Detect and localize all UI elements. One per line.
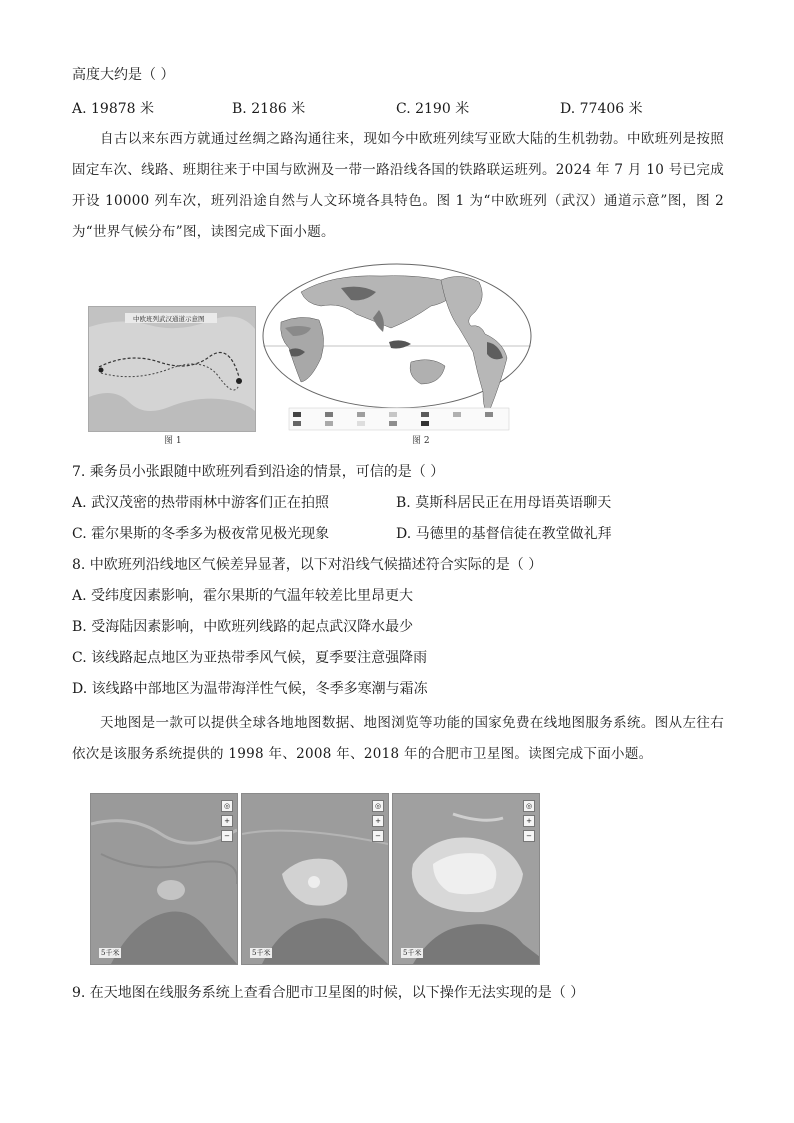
q7-stem: 7. 乘务员小张跟随中欧班列看到沿途的情景，可信的是（ ）: [72, 464, 445, 480]
map-controls-1998: [221, 800, 231, 845]
q6-option-a[interactable]: A. 19878 米: [72, 101, 154, 117]
q7-option-d[interactable]: D. 马德里的基督信徒在教堂做礼拜: [396, 526, 612, 542]
satellite-graphic-2008: [242, 794, 388, 964]
satellite-image-1998: [90, 793, 238, 965]
satellite-image-2008: [241, 793, 389, 965]
passage-silk-road: 自古以来东西方就通过丝绸之路沟通往来，现如今中欧班列续写亚欧大陆的生机勃勃。中欧班列是按照固定车次、线路、班期往来于中国与欧洲及一带一路沿线各国的铁路联运班列。2024 年 7 月 10 号已完成开设 10000 列车次，班列沿途自然与人文环境各具特色。图 1 为“中欧班列（武汉）通道示意”图，图 2 为“世界气候分布”图，读图完成下面小题。: [72, 131, 724, 240]
scale-bar-2018: 5千米: [403, 949, 422, 957]
q7-option-b[interactable]: B. 莫斯科居民正在用母语英语聊天: [396, 495, 612, 511]
satellite-image-2018: [392, 793, 540, 965]
zoom-in-button[interactable]: +: [221, 815, 233, 827]
q6-option-b[interactable]: B. 2186 米: [232, 101, 306, 117]
scale-bar-2008: 5千米: [252, 949, 271, 957]
route-map-graphic: [89, 307, 255, 431]
figure2-climate-map: [261, 262, 533, 432]
satellite-graphic-1998: [91, 794, 237, 964]
q7-option-c[interactable]: C. 霍尔果斯的冬季多为极夜常见极光现象: [72, 526, 330, 542]
q8-option-d[interactable]: D. 该线路中部地区为温带海洋性气候，冬季多寒潮与霜冻: [72, 681, 428, 697]
q6-option-c[interactable]: C. 2190 米: [396, 101, 470, 117]
zoom-in-button[interactable]: +: [523, 815, 535, 827]
q8-option-a[interactable]: A. 受纬度因素影响，霍尔果斯的气温年较差比里昂更大: [72, 588, 414, 604]
figure1-title: 中欧班列武汉通道示意图: [133, 315, 205, 323]
figure1-caption: 图 1: [164, 436, 182, 446]
zoom-in-button[interactable]: +: [372, 815, 384, 827]
satellite-graphic-2018: [393, 794, 540, 964]
q8-option-c[interactable]: C. 该线路起点地区为亚热带季风气候，夏季要注意强降雨: [72, 650, 428, 666]
q9-stem: 9. 在天地图在线服务系统上查看合肥市卫星图的时候，以下操作无法实现的是（ ）: [72, 985, 585, 1001]
scale-bar-1998: 5千米: [101, 949, 120, 957]
figure1-route-map: [88, 306, 256, 432]
q6-option-d[interactable]: D. 77406 米: [560, 101, 643, 117]
compass-icon[interactable]: ◎: [523, 800, 535, 812]
zoom-out-button[interactable]: −: [372, 830, 384, 842]
q6-stem-tail: 高度大约是（ ）: [72, 67, 175, 83]
zoom-out-button[interactable]: −: [523, 830, 535, 842]
compass-icon[interactable]: ◎: [221, 800, 233, 812]
map-controls-2018: [523, 800, 533, 845]
passage-tianditu: 天地图是一款可以提供全球各地地图数据、地图浏览等功能的国家免费在线地图服务系统。图从左往右依次是该服务系统提供的 1998 年、2008 年、2018 年的合肥市卫星图。读图完成下面小题。: [72, 715, 724, 762]
q8-stem: 8. 中欧班列沿线地区气候差异显著，以下对沿线气候描述符合实际的是（ ）: [72, 557, 543, 573]
map-controls-2008: [372, 800, 382, 845]
compass-icon[interactable]: ◎: [372, 800, 384, 812]
zoom-out-button[interactable]: −: [221, 830, 233, 842]
q8-option-b[interactable]: B. 受海陆因素影响，中欧班列线路的起点武汉降水最少: [72, 619, 414, 635]
q7-option-a[interactable]: A. 武汉茂密的热带雨林中游客们正在拍照: [72, 495, 330, 511]
climate-map-graphic: [261, 262, 533, 432]
figure2-caption: 图 2: [412, 436, 430, 446]
